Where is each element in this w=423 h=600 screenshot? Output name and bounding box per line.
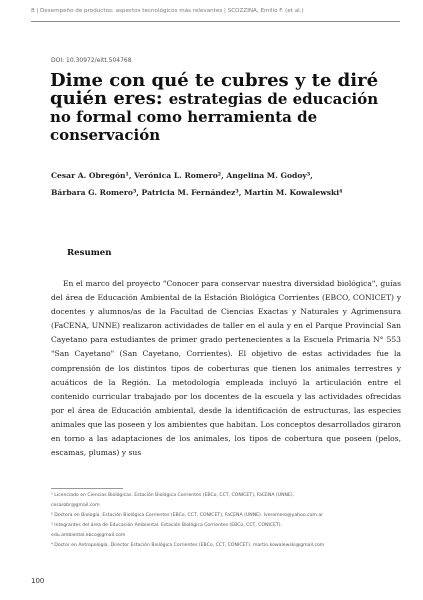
- authors-line-2: Bárbara G. Romero³, Patricia M. Fernández³, Martín M. Kowalewski⁴: [51, 187, 343, 197]
- footnote: ¹ Licenciado en Ciencias Biológicas. Estación Biológica Corrientes (EBCo, CCT, CONICET), FaCENA (UNNE).: [51, 493, 295, 498]
- header-rule: [31, 21, 400, 22]
- footnote: ² Doctora en Biología. Estación Biológica Corrientes (EBCo, CCT, CONICET), FaCENA (UNNE). lveromero@yahoo.com.ar: [51, 513, 324, 518]
- running-head: 8 | Desempeño de productos: aspectos tecnológicos más relevantes | SCOZZINA, Emilio F. (et al.): [31, 8, 304, 14]
- footnote: ⁴ Doctor en Antropología. Director Estación Biológica Corrientes (EBCo, CCT, CONICET). martin.kowalewski@gmail.com: [51, 543, 325, 548]
- footnotes: [51, 491, 403, 551]
- abstract-paragraph: En el marco del proyecto "Conocer para conservar nuestra diversidad biológica", guías del área de Educación Ambiental de la Estación Biológica Corrientes (EBCO, CONICET) y docentes y alumnos/as de la Facultad de Ciencias Exactas y Naturales y Agrimensura (FaCENA, UNNE) realizaron actividades de taller en el aula y en el Parque Provincial San Cayetano para estudiantes de primer grado pertenecientes a la Escuela Primaria N° 553 "San Cayetano" (San Cayetano, Corrientes). El objetivo de estas actividades fue la comprensión de los distintos tipos de coberturas que tienen los animales terrestres y acuáticos de la Región. La metodología empleada incluyó la articulación entre el contenido curricular trabajado por los docentes de la escuela y las actividades ofrecidas por el área de Educación ambiental, desde la identificación de estructuras, las especies animales que las poseen y los ambientes que habitan. Los conceptos desarrollados giraron en torno a las adaptaciones de los animales, los tipos de cobertura que poseen (pelos, escamas, plumas) y sus: [51, 279, 401, 458]
- page-number: 100: [31, 577, 45, 585]
- title-main: Dime con qué te cubres y te diré quién eres:: [50, 70, 379, 109]
- article-title: [50, 72, 400, 144]
- doi: DOI: 10.30972/eitt.504768: [51, 57, 132, 64]
- authors-line-1: Cesar A. Obregón¹, Verónica L. Romero², Angelina M. Godoy³,: [51, 171, 313, 180]
- footnote: ³ Integrantes del área de Educación Ambiental. Estación Biológica Corrientes (EBCo, CCT, CONICET).: [51, 523, 283, 528]
- footnote: edu.ambiental.ebco@gmail.com: [51, 533, 126, 538]
- title-subtitle: estrategias de educación no formal como herramienta de conservación: [50, 90, 379, 144]
- footnote-rule: [51, 488, 123, 489]
- authors: [51, 168, 401, 201]
- footnote: cesarobr@gmail.com: [51, 503, 100, 508]
- abstract-heading: Resumen: [67, 248, 112, 258]
- abstract-body: [51, 277, 401, 460]
